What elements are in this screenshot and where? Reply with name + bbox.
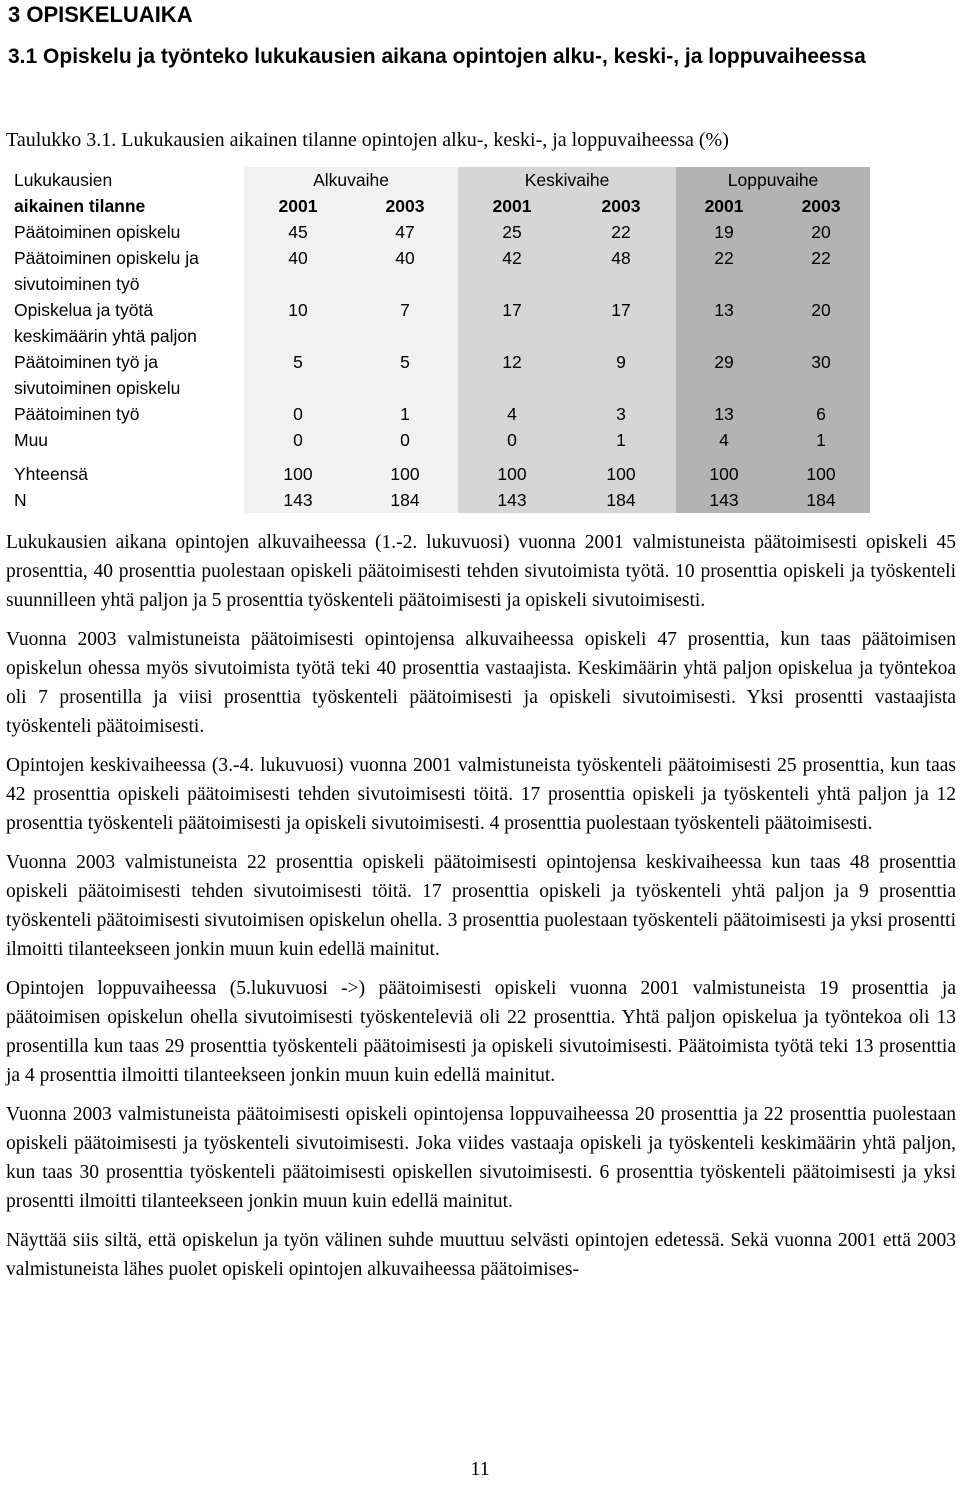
table-cell: 45	[244, 219, 352, 245]
table-cell: 0	[244, 427, 352, 453]
header-year: 2001	[244, 193, 352, 219]
table-cell: 47	[352, 219, 458, 245]
table-row	[8, 297, 870, 349]
header-group-alkuvaihe: Alkuvaihe	[244, 167, 458, 193]
table-total-row	[8, 461, 870, 487]
spacer-cell	[8, 453, 244, 461]
status-table	[8, 167, 870, 513]
table-cell: 100	[676, 461, 772, 487]
header-label-top: Lukukausien	[8, 167, 244, 193]
table-row	[8, 245, 870, 297]
table-cell: 100	[458, 461, 566, 487]
table-cell: 1	[352, 401, 458, 427]
spacer-cell	[772, 453, 870, 461]
table-header-row	[8, 167, 870, 193]
row-label: Päätoiminen opiskelu ja sivutoiminen työ	[8, 245, 244, 297]
table-cell: 6	[772, 401, 870, 427]
table-cell: 143	[676, 487, 772, 513]
table-cell: 17	[566, 297, 676, 349]
paragraph: Lukukausien aikana opintojen alkuvaiheessa (1.-2. lukuvuosi) vuonna 2001 valmistuneista päätoimisesti opiskeli 45 prosenttia, 40 prosenttia puolestaan opiskeli päätoimisesti tehden sivutoimista työtä. 10 prosenttia opiskeli ja työskenteli suunnilleen yhtä paljon ja 5 prosenttia työskenteli päätoimisesti ja opiskeli sivutoimisesti.	[6, 532, 956, 611]
row-label: Päätoiminen työ	[8, 401, 244, 427]
table-cell: 100	[566, 461, 676, 487]
row-label: Muu	[8, 427, 244, 453]
table-cell: 9	[566, 349, 676, 401]
table-cell: 0	[244, 401, 352, 427]
header-year: 2003	[352, 193, 458, 219]
table-cell: 100	[772, 461, 870, 487]
spacer-cell	[458, 453, 566, 461]
table-cell: 184	[772, 487, 870, 513]
section-heading: 3.1 Opiskelu ja työnteko lukukausien aikana opintojen alku-, keski-, ja loppuvaiheessa	[8, 45, 866, 68]
row-label: Opiskelua ja työtä keskimäärin yhtä paljon	[8, 297, 244, 349]
table-cell: 100	[244, 461, 352, 487]
table-cell: 1	[772, 427, 870, 453]
table-year-row	[8, 193, 870, 219]
table-n-row	[8, 487, 870, 513]
table-cell: 22	[676, 245, 772, 297]
header-year: 2001	[458, 193, 566, 219]
header-year: 2003	[772, 193, 870, 219]
header-group-loppuvaihe: Loppuvaihe	[676, 167, 870, 193]
paragraph: Vuonna 2003 valmistuneista 22 prosenttia opiskeli päätoimisesti opintojensa keskivaiheessa kun taas 48 prosenttia opiskeli päätoimisesti tehden sivutoimisesti töitä. 17 prosenttia opiskeli ja työskenteli yhtä paljon ja 9 prosenttia työskenteli päätoimisesti sivutoimisen opiskelun ohella. 3 prosenttia puolestaan työskenteli päätoimisesti ja yksi prosentti ilmoitti tilanteekseen jonkin muun kuin edellä mainitut.	[6, 852, 956, 960]
paragraph: Vuonna 2003 valmistuneista päätoimisesti opiskeli opintojensa loppuvaiheessa 20 prosenttia ja 22 prosenttia puolestaan opiskeli päätoimisesti ja työskenteli sivutoimisesti. Joka viides vastaaja opiskeli ja työskenteli keskimäärin yhtä paljon, kun taas 30 prosenttia työskenteli päätoimisesti opiskellen sivutoimisesti. 6 prosenttia työskenteli päätoimisesti ja yksi prosentti ilmoitti tilanteekseen jonkin muun kuin edellä mainitut.	[6, 1104, 956, 1212]
table-cell: 1	[566, 427, 676, 453]
table-cell: 184	[352, 487, 458, 513]
table-cell: 20	[772, 219, 870, 245]
row-label: N	[8, 487, 244, 513]
table-cell: 4	[676, 427, 772, 453]
table-cell: 20	[772, 297, 870, 349]
table-cell: 184	[566, 487, 676, 513]
table-cell: 12	[458, 349, 566, 401]
table-row	[8, 349, 870, 401]
table-spacer-row	[8, 453, 870, 461]
paragraph: Opintojen loppuvaiheessa (5.lukuvuosi ->) päätoimisesti opiskeli vuonna 2001 valmistuneista 19 prosenttia ja päätoimisen opiskelun ohella sivutoimisesti työskenteleviä oli 22 prosenttia. Yhtä paljon opiskelua ja työntekoa oli 13 prosentilla kun taas 29 prosenttia työskenteli päätoimisesti ja opiskeli sivutoimisesti. Päätoimista työtä teki 13 prosenttia ja 4 prosenttia ilmoitti tilanteekseen jonkin muun kuin edellä mainitut.	[6, 978, 956, 1086]
table-cell: 40	[244, 245, 352, 297]
table-cell: 17	[458, 297, 566, 349]
table-cell: 0	[458, 427, 566, 453]
header-year: 2003	[566, 193, 676, 219]
table-cell: 143	[458, 487, 566, 513]
table-cell: 13	[676, 297, 772, 349]
table-cell: 5	[352, 349, 458, 401]
table-cell: 3	[566, 401, 676, 427]
table-cell: 42	[458, 245, 566, 297]
spacer-cell	[566, 453, 676, 461]
table-cell: 10	[244, 297, 352, 349]
table-cell: 29	[676, 349, 772, 401]
paragraph: Vuonna 2003 valmistuneista päätoimisesti opintojensa alkuvaiheessa opiskeli 47 prosenttia, kun taas päätoimisen opiskelun ohessa myös sivutoimista työtä teki 40 prosenttia vastaajista. Keskimäärin yhtä paljon opiskelua ja työntekoa oli 7 prosentilla ja viisi prosenttia työskenteli päätoimisesti ja opiskeli sivutoimisesti. Yksi prosentti vastaajista työskenteli päätoimisesti.	[6, 629, 956, 737]
paragraph: Opintojen keskivaiheessa (3.-4. lukuvuosi) vuonna 2001 valmistuneista työskenteli päätoimisesti 25 prosenttia, kun taas 42 prosenttia opiskeli päätoimisesti tehden sivutoimisesti töitä. 17 prosenttia opiskeli ja työskenteli yhtä paljon ja 12 prosenttia työskenteli päätoimisesti ja opiskeli sivutoimisesti. 4 prosenttia puolestaan työskenteli päätoimisesti.	[6, 755, 956, 834]
table-caption: Taulukko 3.1. Lukukausien aikainen tilanne opintojen alku-, keski-, ja loppuvaiheessa (%)	[6, 129, 729, 151]
table-cell: 4	[458, 401, 566, 427]
table-cell: 40	[352, 245, 458, 297]
table-cell: 0	[352, 427, 458, 453]
table-cell: 5	[244, 349, 352, 401]
table-cell: 22	[772, 245, 870, 297]
table-cell: 48	[566, 245, 676, 297]
row-label: Päätoiminen opiskelu	[8, 219, 244, 245]
table-cell: 30	[772, 349, 870, 401]
spacer-cell	[244, 453, 352, 461]
header-label-bottom: aikainen tilanne	[8, 193, 244, 219]
table-cell: 100	[352, 461, 458, 487]
table-row	[8, 219, 870, 245]
chapter-heading: 3 OPISKELUAIKA	[8, 2, 193, 27]
spacer-cell	[676, 453, 772, 461]
header-year: 2001	[676, 193, 772, 219]
paragraph: Näyttää siis siltä, että opiskelun ja työn välinen suhde muuttuu selvästi opintojen edetessä. Sekä vuonna 2001 että 2003 valmistuneista lähes puolet opiskeli opintojen alkuvaiheessa päätoimises-	[6, 1230, 956, 1280]
table-cell: 25	[458, 219, 566, 245]
table-row	[8, 427, 870, 453]
table-cell: 13	[676, 401, 772, 427]
table-cell: 7	[352, 297, 458, 349]
body-text	[6, 528, 956, 1294]
row-label: Päätoiminen työ ja sivutoiminen opiskelu	[8, 349, 244, 401]
header-group-keskivaihe: Keskivaihe	[458, 167, 676, 193]
page-number: 11	[470, 1458, 490, 1480]
table-cell: 143	[244, 487, 352, 513]
table-cell: 19	[676, 219, 772, 245]
table-cell: 22	[566, 219, 676, 245]
row-label: Yhteensä	[8, 461, 244, 487]
spacer-cell	[352, 453, 458, 461]
table-row	[8, 401, 870, 427]
